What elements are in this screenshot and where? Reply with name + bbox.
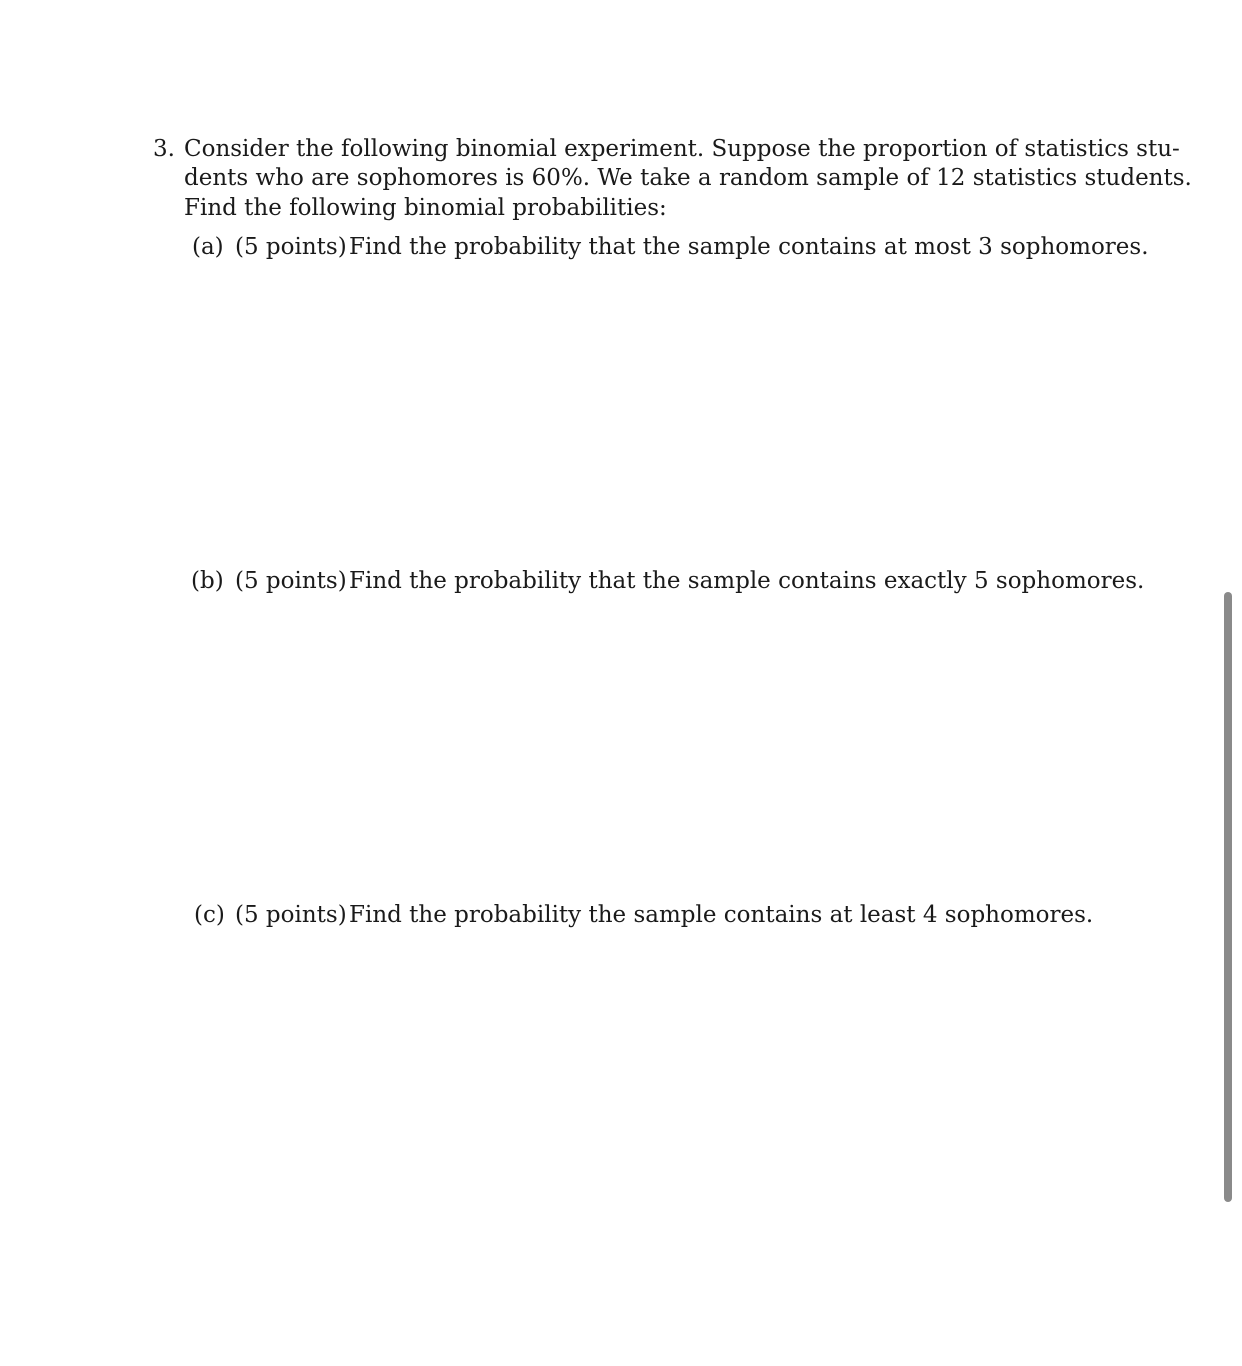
vertical-scrollbar[interactable] xyxy=(1224,592,1232,1202)
part-b-points: (5 points) xyxy=(235,568,347,594)
part-b-label: (b) xyxy=(191,568,224,594)
part-c-points: (5 points) xyxy=(235,902,347,928)
question-text-line-3: Find the following binomial probabilities: xyxy=(184,195,667,221)
part-c-label: (c) xyxy=(194,902,225,928)
question-number: 3. xyxy=(153,136,175,162)
part-b-text: Find the probability that the sample contains exactly 5 sophomores. xyxy=(349,568,1145,594)
part-c-text: Find the probability the sample contains at least 4 sophomores. xyxy=(349,902,1094,928)
part-a-text: Find the probability that the sample contains at most 3 sophomores. xyxy=(349,234,1149,260)
part-a-points: (5 points) xyxy=(235,234,347,260)
question-text-line-2: dents who are sophomores is 60%. We take a random sample of 12 statistics students. xyxy=(184,165,1192,191)
part-a-label: (a) xyxy=(192,234,224,260)
question-text-line-1: Consider the following binomial experiment. Suppose the proportion of statistics stu- xyxy=(184,136,1180,162)
